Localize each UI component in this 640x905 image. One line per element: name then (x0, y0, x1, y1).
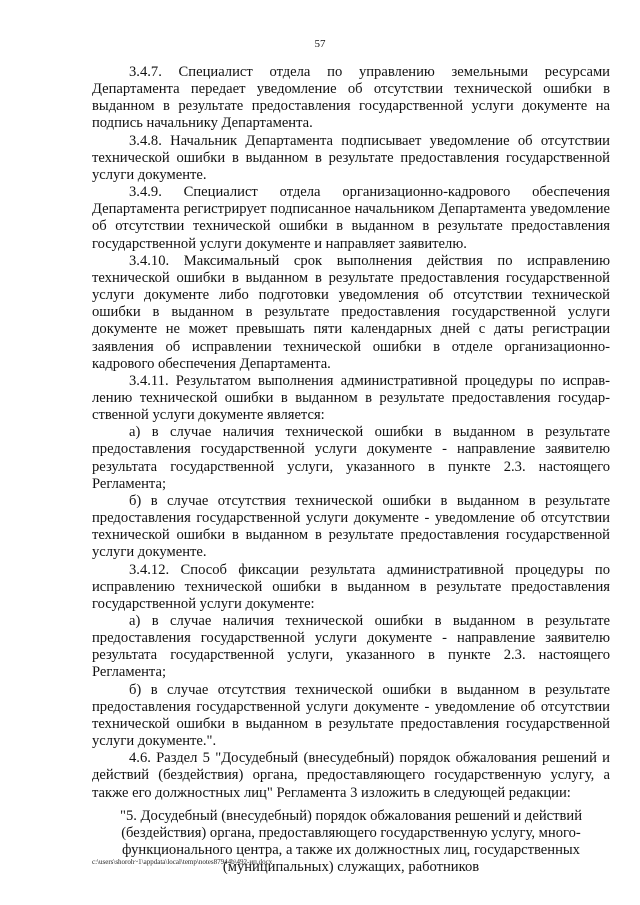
section-5-heading: "5. Досудебный (внесудебный) порядок обжалования решений и действий (бездействия) органа, предоставляющего государственную услугу, многофункционального центра, а также их должностных лиц, государственных (муниципальных) служащих, работников (119, 807, 583, 876)
paragraph-3-4-9: 3.4.9. Специалист отдела организационно-кадрового обеспечения Департамента регистрирует подписанное начальником Департамента уведомление об отсутствии технической ошибки в выданном в результате предоставления государственной услуги документе и направляет заявителю. (92, 184, 610, 252)
paragraph-3-4-11-a: а) в случае наличия технической ошибки в выданном в результате предоставления государственной услуги документе - направление заявителю результата государственной услуги, указанного в пункте 2.3. настоящего Регламента; (92, 424, 610, 492)
paragraph-3-4-7: 3.4.7. Специалист отдела по управлению земельными ресурсами Департамента передает уведомление об отсутствии технической ошибки в выданном в результате предоставления государственной услуги документе на подпись начальнику Департамента. (92, 64, 610, 132)
paragraph-3-4-11: 3.4.11. Результатом выполнения административной процедуры по исправлению технической ошибки в выданном в результате предоставления государственной услуги документе является: (92, 372, 610, 424)
paragraph-3-4-12: 3.4.12. Способ фиксации результата административной процедуры по исправлению технической ошибки в выданном в результате предоставления государственной услуги документе: (92, 561, 610, 612)
paragraph-3-4-11-b: б) в случае отсутствия технической ошибки в выданном в результате предоставления государственной услуги документе - уведомление об отсутствии технической ошибки в выданном в результате предоставления государственной услуги документе. (92, 492, 610, 561)
paragraph-3-4-12-b: б) в случае отсутствия технической ошибки в выданном в результате предоставления государственной услуги документе - уведомление об отсутствии технической ошибки в выданном в результате предоставления государственной услуги документе.". (92, 681, 610, 750)
paragraph-3-4-10: 3.4.10. Максимальный срок выполнения действия по исправлению технической ошибки в выданном в результате предоставления государственной услуги документе либо подготовки уведомления об отсутствии технической ошибки в выданном в результате предоставления государственной услуги документе не может превышать пяти календарных дней с даты регистрации заявления об исправлении технической ошибки в отделе организационно-кадрового обеспечения Департамента. (92, 252, 610, 372)
footer-file-path: c:\users\shoroh~1\appdata\local\temp\notes87944b\492-ип.docx (92, 858, 273, 866)
paragraph-3-4-8: 3.4.8. Начальник Департамента подписывает уведомление об отсутствии технической ошибки в выданном в результате предоставления государственной услуги документе. (92, 132, 610, 183)
paragraph-3-4-12-a: а) в случае наличия технической ошибки в выданном в результате предоставления государственной услуги документе - направление заявителю результата государственной услуги, указанного в пункте 2.3. настоящего Регламента; (92, 613, 610, 681)
document-body (92, 64, 610, 876)
paragraph-4-6: 4.6. Раздел 5 "Досудебный (внесудебный) порядок обжалования решений и действий (бездействия) органа, предоставляющего государственную услугу, а также его должностных лиц" Регламента 3 изложить в следующей редакции: (92, 750, 610, 801)
page-number: 57 (314, 38, 326, 50)
